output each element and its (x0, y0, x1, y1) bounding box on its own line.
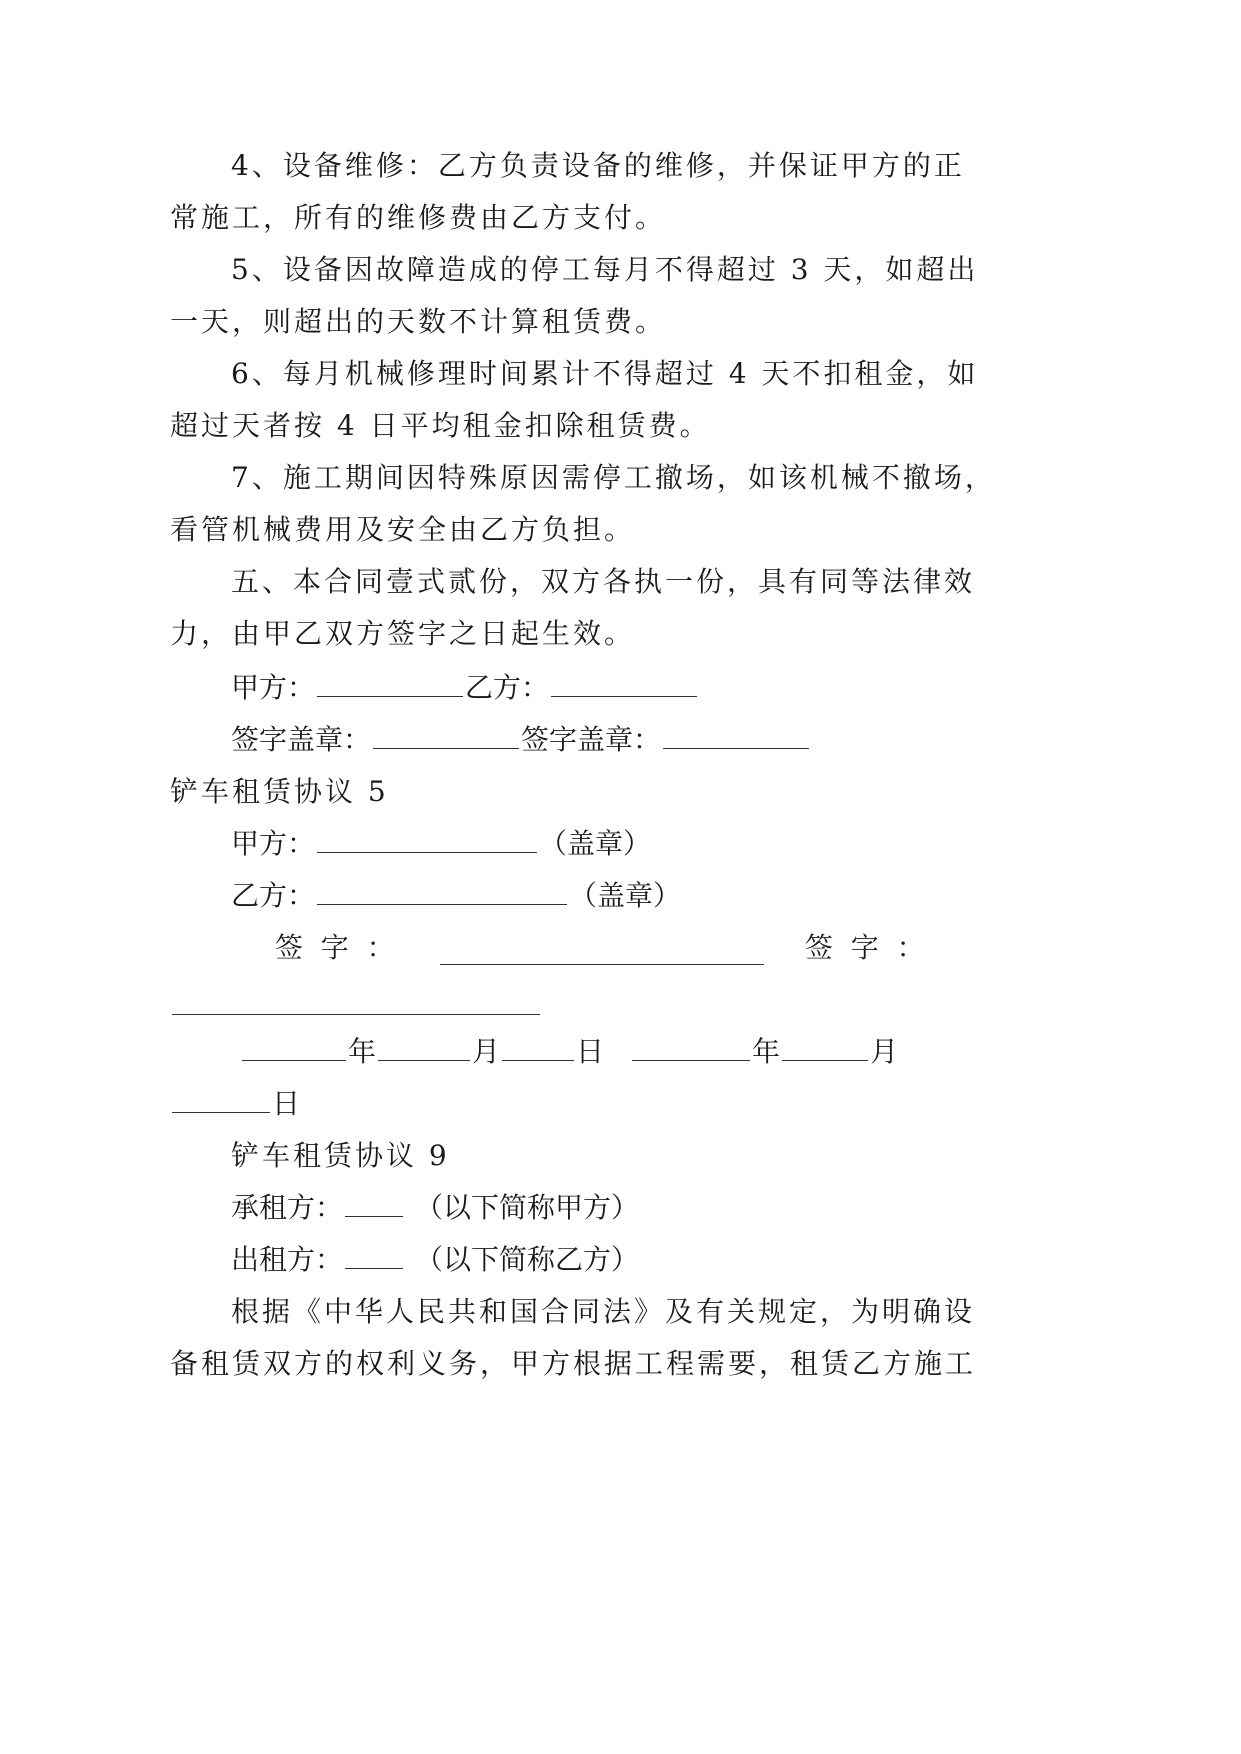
preamble-line-2: 备租赁双方的权利义务，甲方根据工程需要，租赁乙方施工 (170, 1347, 977, 1380)
party-b-label: 乙方： (465, 671, 550, 704)
month-label-b: 月 (870, 1035, 899, 1068)
lessee-blank[interactable] (345, 1190, 403, 1217)
sign-label-a: 签 字 ： (275, 931, 395, 964)
month-blank-b[interactable] (782, 1034, 868, 1061)
item-7-line-1: 7、施工期间因特殊原因需停工撤场，如该机械不撤场， (231, 461, 996, 494)
seal-label-a: 签字盖章： (231, 723, 372, 756)
date-line-2 (170, 1084, 300, 1124)
seal-label-b: 签字盖章： (521, 723, 662, 756)
agreement-5-party-a (231, 824, 651, 864)
party-b-blank[interactable] (551, 670, 697, 697)
sign-label-b: 签 字 ： (805, 931, 925, 964)
month-blank[interactable] (378, 1034, 470, 1061)
party-a-seal: （盖章） (539, 827, 652, 860)
lessee-line (231, 1188, 639, 1228)
party-line (231, 668, 699, 708)
lessor-label: 出租方： (231, 1243, 344, 1276)
item-5-line-2: 一天，则超出的天数不计算租赁费。 (170, 305, 667, 338)
day-blank[interactable] (502, 1034, 574, 1061)
lessee-note: （以下简称甲方） (415, 1191, 640, 1224)
item-4-line-1: 4、设备维修：乙方负责设备的维修，并保证甲方的正 (231, 149, 965, 182)
lessor-note: （以下简称乙方） (415, 1243, 640, 1276)
lessee-label: 承租方： (231, 1191, 344, 1224)
item-5-line-1: 5、设备因故障造成的停工每月不得超过 3 天，如超出 (231, 253, 979, 286)
party-b-seal: （盖章） (569, 879, 682, 912)
sign-b-blank[interactable] (172, 988, 540, 1015)
party-a-label: 甲方： (231, 671, 316, 704)
seal-line (231, 720, 811, 760)
agreement-5-title: 铲车租赁协议 5 (170, 775, 389, 808)
party-a-label: 甲方： (231, 827, 316, 860)
sign-a-blank[interactable] (440, 938, 764, 965)
clause-5-line-2: 力，由甲乙双方签字之日起生效。 (170, 617, 636, 650)
party-a-blank[interactable] (317, 826, 537, 853)
date-line (240, 1032, 898, 1072)
party-a-blank[interactable] (317, 670, 463, 697)
day-label-b: 日 (272, 1087, 301, 1120)
clause-5-line-1: 五、本合同壹式贰份，双方各执一份，具有同等法律效 (231, 565, 976, 598)
lessor-blank[interactable] (345, 1242, 403, 1269)
agreement-5-party-b (231, 876, 681, 916)
year-blank-b[interactable] (632, 1034, 750, 1061)
item-6-line-1: 6、每月机械修理时间累计不得超过 4 天不扣租金，如 (231, 357, 979, 390)
item-4-line-2: 常施工，所有的维修费由乙方支付。 (170, 201, 667, 234)
party-b-blank[interactable] (317, 878, 567, 905)
year-label: 年 (348, 1035, 377, 1068)
item-7-line-2: 看管机械费用及安全由乙方负担。 (170, 513, 636, 546)
seal-a-blank[interactable] (373, 722, 519, 749)
year-label-b: 年 (752, 1035, 781, 1068)
year-blank[interactable] (242, 1034, 346, 1061)
day-blank-b[interactable] (172, 1086, 270, 1113)
day-label: 日 (576, 1035, 605, 1068)
preamble-line-1: 根据《中华人民共和国合同法》及有关规定，为明确设 (231, 1295, 976, 1328)
agreement-9-title: 铲车租赁协议 9 (231, 1139, 450, 1172)
seal-b-blank[interactable] (663, 722, 809, 749)
party-b-label: 乙方： (231, 879, 316, 912)
item-6-line-2: 超过天者按 4 日平均租金扣除租赁费。 (170, 409, 711, 442)
lessor-line (231, 1240, 639, 1280)
month-label: 月 (472, 1035, 501, 1068)
